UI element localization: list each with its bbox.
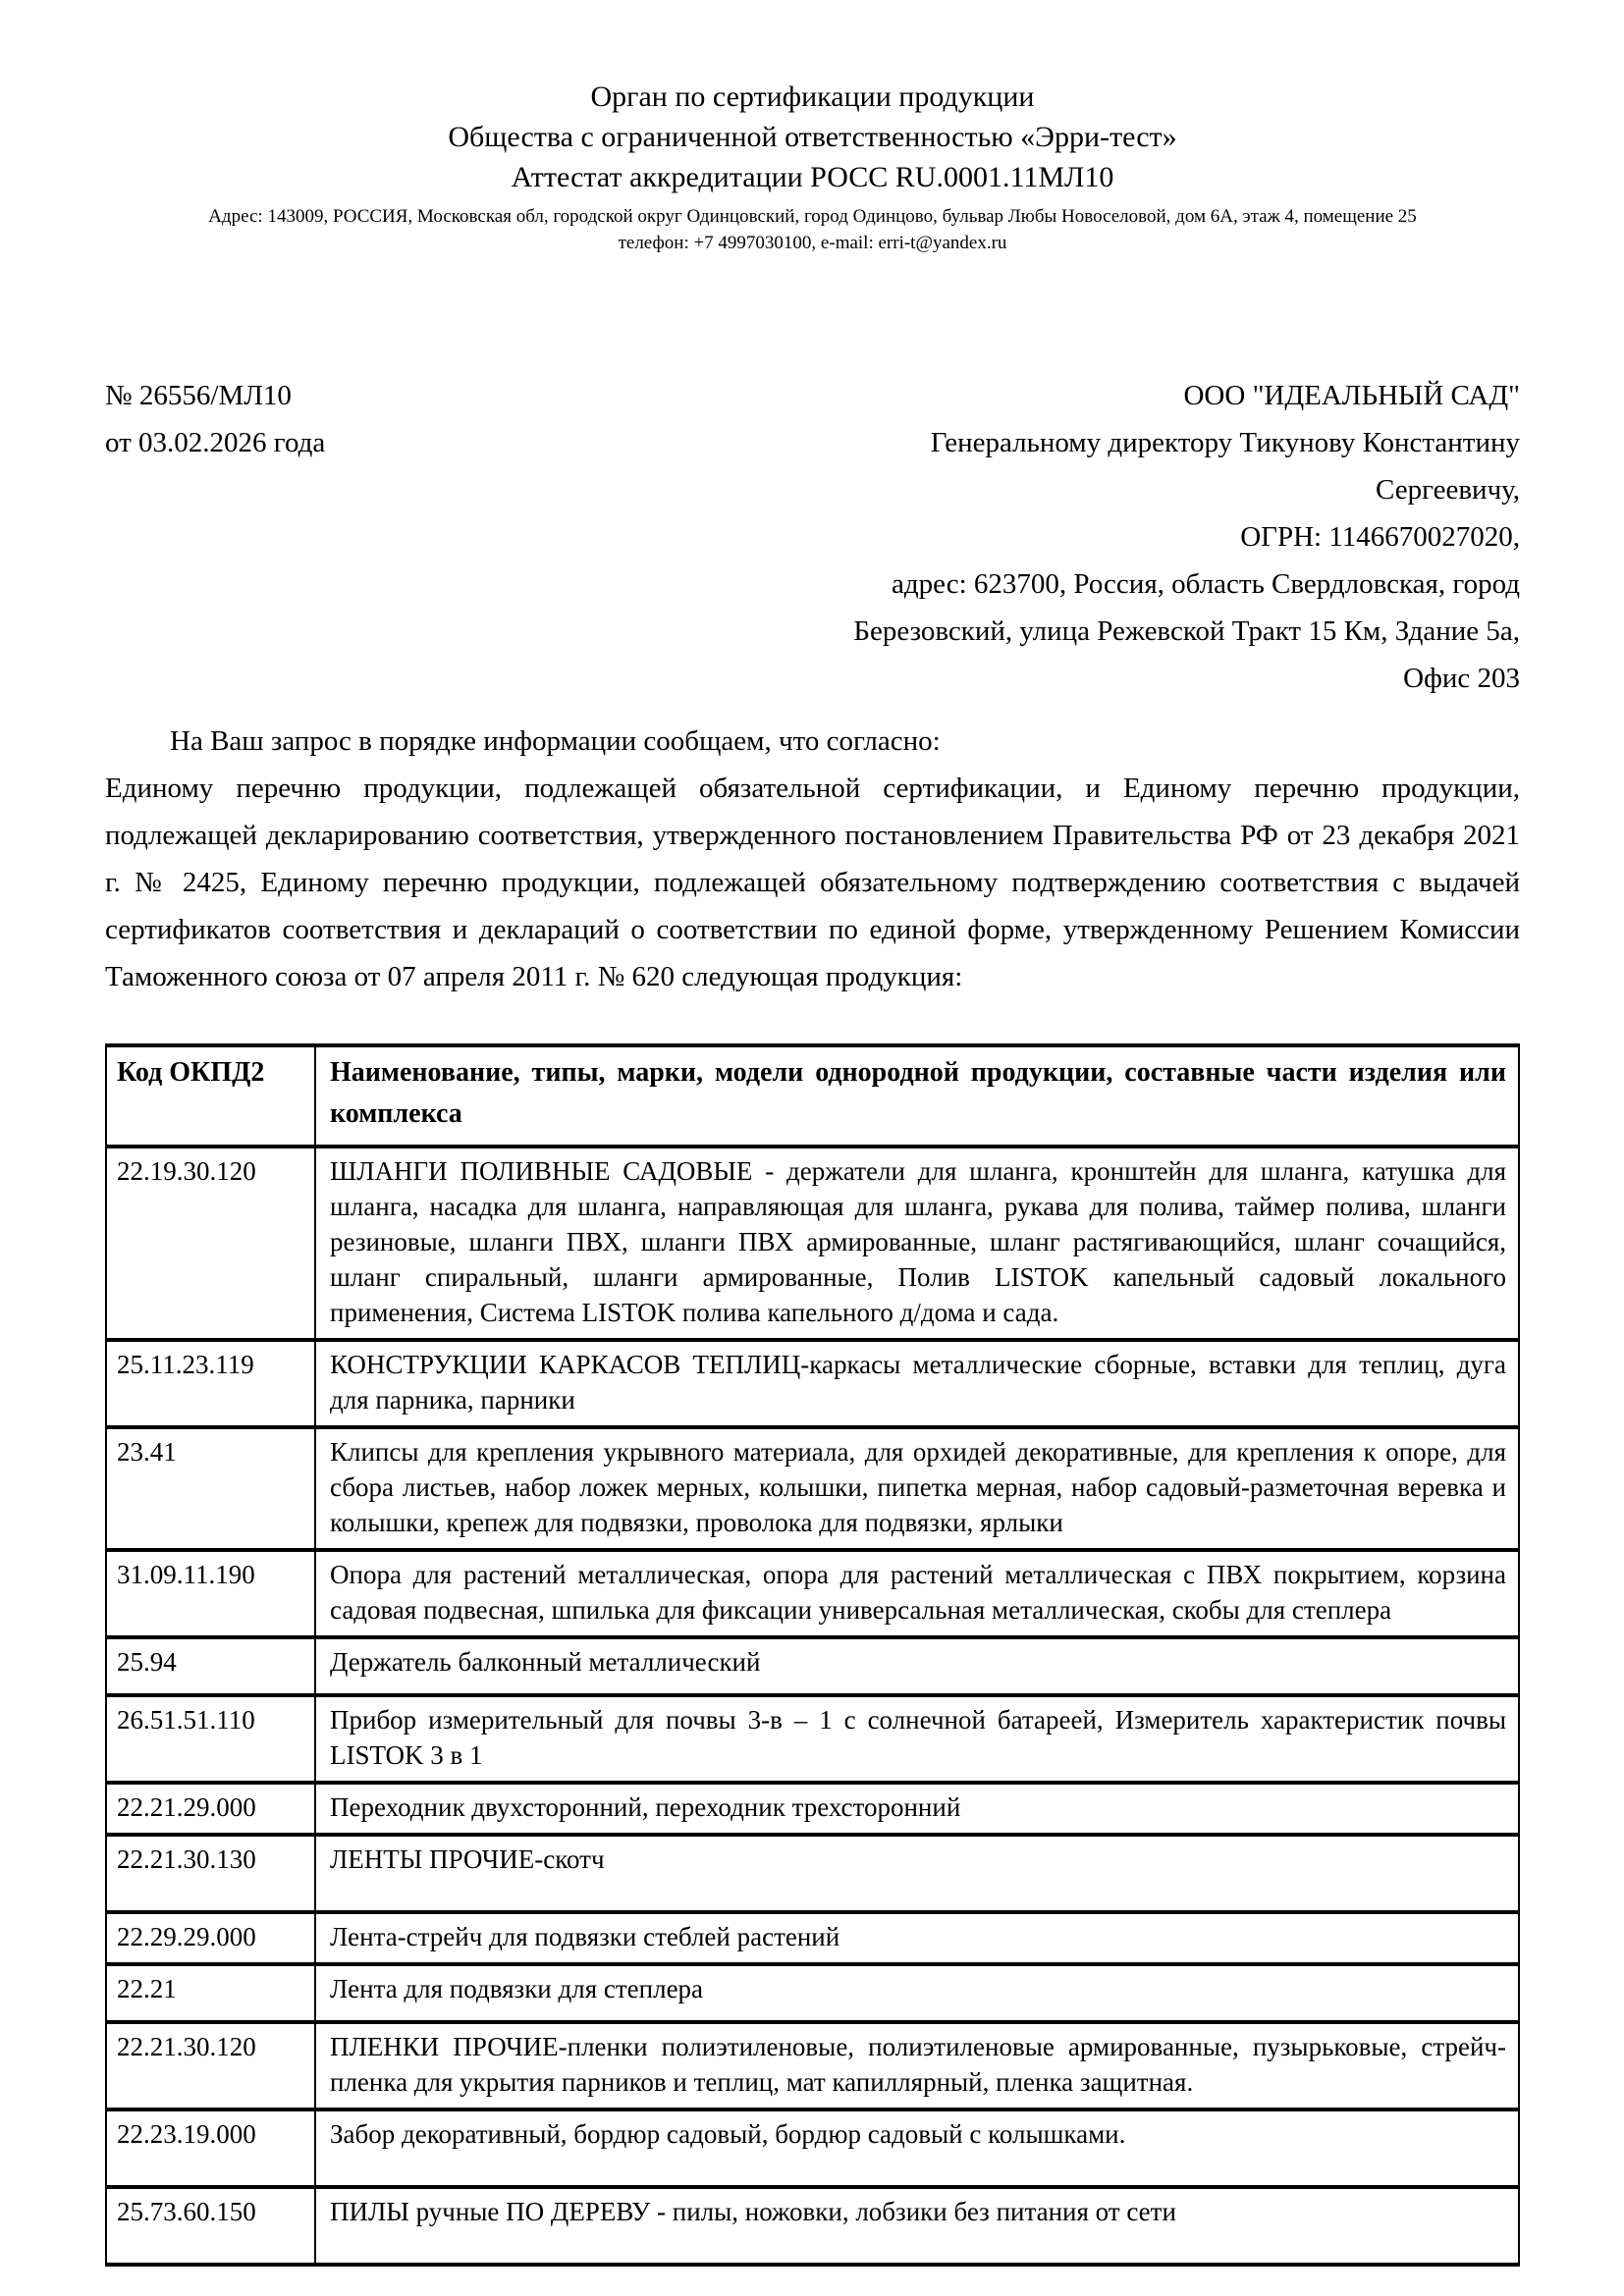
letter-number: № 26556/МЛ10 [105, 380, 292, 411]
product-desc-cell: Клипсы для крепления укрывного материала, для орхидей декоративные, для крепления к опоре, для сбора листьев, набор ложек мерных, колышки, пипетка мерная, набор садовый-разметочная веревка и колышки, крепеж для подвязки, проволока для подвязки, ярлыки [315, 1427, 1519, 1550]
recipient-line: ООО "ИДЕАЛЬНЫЙ САД" [1183, 380, 1520, 411]
table-header-row [106, 1045, 1519, 1147]
product-desc-cell: ЛЕНТЫ ПРОЧИЕ-скотч [315, 1835, 1519, 1912]
product-desc-cell: ПИЛЫ ручные ПО ДЕРЕВУ - пилы, ножовки, лобзики без питания от сети [315, 2187, 1519, 2265]
okpd-code-cell: 22.21.30.130 [106, 1835, 315, 1912]
table-row [106, 1964, 1519, 2022]
recipient-line: адрес: 623700, Россия, область Свердловская, город [892, 568, 1520, 600]
table-row [106, 1783, 1519, 1835]
okpd-code-cell: 26.51.51.110 [106, 1695, 315, 1783]
product-desc-cell: Опора для растений металлическая, опора для растений металлическая с ПВХ покрытием, корзина садовая подвесная, шпилька для фиксации универсальная металлическая, скобы для степлера [315, 1550, 1519, 1637]
recipient-line: Офис 203 [1403, 663, 1520, 694]
product-desc-cell: Забор декоративный, бордюр садовый, бордюр садовый с колышками. [315, 2109, 1519, 2187]
letterhead [105, 77, 1520, 256]
product-desc-cell: Переходник двухсторонний, переходник трехсторонний [315, 1783, 1519, 1835]
recipient-block [636, 372, 1520, 702]
table-row [106, 1835, 1519, 1912]
reference-block [105, 372, 517, 702]
recipient-line: Сергеевичу, [1376, 474, 1520, 506]
table-row [106, 1637, 1519, 1695]
okpd-code-cell: 25.11.23.119 [106, 1340, 315, 1427]
okpd-products-table [105, 1043, 1520, 2267]
okpd-code-cell: 25.73.60.150 [106, 2187, 315, 2265]
table-row [106, 2022, 1519, 2109]
letter-date: от 03.02.2026 года [105, 427, 326, 458]
okpd-code-cell: 22.21 [106, 1964, 315, 2022]
letterhead-org-line1: Орган по сертификации продукции [590, 80, 1035, 113]
table-header-code: Код ОКПД2 [106, 1045, 315, 1147]
table-row [106, 1695, 1519, 1783]
product-desc-cell: Держатель балконный металлический [315, 1637, 1519, 1695]
product-desc-cell: Лента-стрейч для подвязки стеблей растений [315, 1912, 1519, 1964]
okpd-code-cell: 22.29.29.000 [106, 1912, 315, 1964]
table-row [106, 2187, 1519, 2265]
table-header-desc: Наименование, типы, марки, модели однородной продукции, составные части изделия или комплекса [315, 1045, 1519, 1147]
okpd-code-cell: 22.21.30.120 [106, 2022, 315, 2109]
table-row [106, 2109, 1519, 2187]
table-row [106, 1550, 1519, 1637]
table-row [106, 1340, 1519, 1427]
letterhead-contact: телефон: +7 4997030100, e-mail: erri-t@yandex.ru [618, 233, 1007, 253]
okpd-code-cell: 25.94 [106, 1637, 315, 1695]
okpd-code-cell: 31.09.11.190 [106, 1550, 315, 1637]
letterhead-org-line2: Общества с ограниченной ответственностью «Эрри-тест» [448, 121, 1177, 153]
recipient-line: Березовский, улица Режевской Тракт 15 Км, Здание 5а, [853, 615, 1520, 647]
product-desc-cell: ШЛАНГИ ПОЛИВНЫЕ САДОВЫЕ - держатели для шланга, кронштейн для шланга, катушка для шланга, насадка для шланга, направляющая для шланга, рукава для полива, таймер полива, шланги резиновые, шланги ПВХ, шланги ПВХ армированные, шланг растягивающийся, шланг сочащийся, шланг спиральный, шланги армированные, Полив LISTOK капельный садовый локального применения, Система LISTOK полива капельного д/дома и сада. [315, 1147, 1519, 1340]
okpd-code-cell: 23.41 [106, 1427, 315, 1550]
product-desc-cell: КОНСТРУКЦИИ КАРКАСОВ ТЕПЛИЦ-каркасы металлические сборные, вставки для теплиц, дуга для парника, парники [315, 1340, 1519, 1427]
body-paragraph: Единому перечню продукции, подлежащей обязательной сертификации, и Единому перечню продукции, подлежащей декларированию соответствия, утвержденного постановлением Правительства РФ от 23 декабря 2021 г. № 2425, Единому перечню продукции, подлежащей обязательному подтверждению соответствия с выдачей сертификатов соответствия и деклараций о соответствии по единой форме, утвержденному Решением Комиссии Таможенного союза от 07 апреля 2011 г. № 620 следующая продукция: [105, 773, 1520, 992]
body-intro: На Ваш запрос в порядке информации сообщаем, что согласно: [170, 725, 941, 757]
recipient-line: Генеральному директору Тикунову Константину [930, 427, 1520, 458]
letterhead-address: Адрес: 143009, РОССИЯ, Московская обл, городской округ Одинцовский, город Одинцово, бульвар Любы Новоселовой, дом 6А, этаж 4, помещение 25 [208, 206, 1417, 227]
recipient-line: ОГРН: 1146670027020, [1240, 521, 1520, 553]
product-desc-cell: Прибор измерительный для почвы 3-в – 1 с солнечной батареей, Измеритель характеристик почвы LISTOK 3 в 1 [315, 1695, 1519, 1783]
product-desc-cell: ПЛЕНКИ ПРОЧИЕ-пленки полиэтиленовые, полиэтиленовые армированные, пузырьковые, стрейч-пленка для укрытия парников и теплиц, мат капиллярный, пленка защитная. [315, 2022, 1519, 2109]
okpd-code-cell: 22.23.19.000 [106, 2109, 315, 2187]
okpd-code-cell: 22.21.29.000 [106, 1783, 315, 1835]
product-desc-cell: Лента для подвязки для степлера [315, 1964, 1519, 2022]
reference-recipient-row [105, 372, 1520, 702]
letterhead-accreditation: Аттестат аккредитации РОСС RU.0001.11МЛ10 [511, 161, 1114, 193]
okpd-code-cell: 22.19.30.120 [106, 1147, 315, 1340]
table-row [106, 1912, 1519, 1964]
table-row [106, 1147, 1519, 1340]
letter-body [105, 718, 1520, 1000]
table-row [106, 1427, 1519, 1550]
